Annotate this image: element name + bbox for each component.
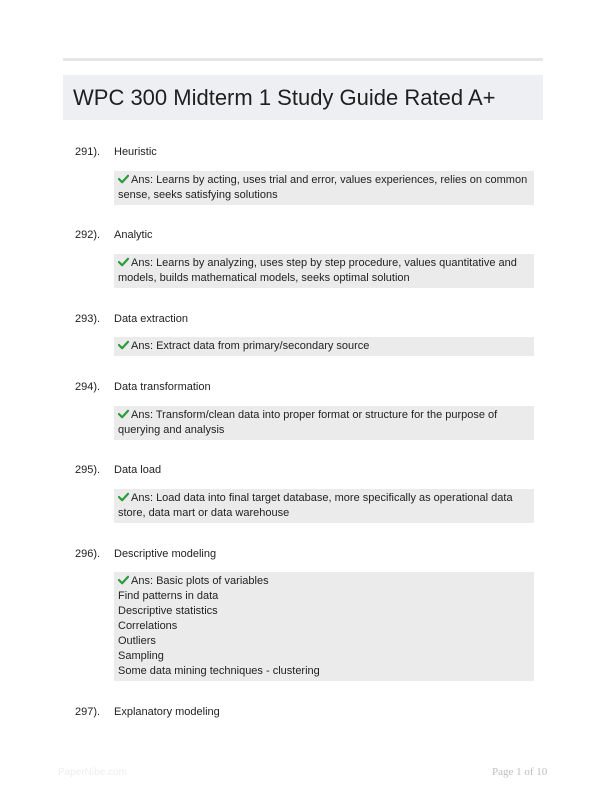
footer-watermark: PaperNibe.com	[58, 767, 127, 778]
answer-line	[118, 256, 530, 286]
question-number: 297).	[75, 706, 101, 718]
answer-text: Ans: Load data into final target database, more specifically as operational data store, data mart or data warehouse	[118, 492, 513, 519]
check-icon	[118, 409, 129, 419]
answer-box	[114, 254, 534, 288]
title-banner	[63, 75, 543, 120]
answer-box	[114, 171, 534, 205]
answer-text: Ans: Learns by acting, uses trial and error, values experiences, relies on common sense, seeks satisfying solutions	[118, 174, 528, 201]
question-number: 293).	[75, 313, 101, 325]
question-number: 296).	[75, 548, 101, 560]
answer-line: Correlations	[118, 620, 178, 632]
answer-line	[118, 574, 530, 589]
question-number: 294).	[75, 381, 101, 393]
question-text: Data transformation	[114, 381, 211, 393]
answer-line: Outliers	[118, 635, 156, 647]
answer-line	[118, 491, 530, 521]
answer-box	[114, 337, 534, 356]
answer-text: Ans: Extract data from primary/secondary source	[131, 340, 370, 352]
question-text: Analytic	[114, 229, 153, 241]
question-text: Heuristic	[114, 146, 157, 158]
answer-line: Find patterns in data	[118, 590, 219, 602]
check-icon	[118, 257, 129, 267]
answer-box	[114, 406, 534, 440]
check-icon	[118, 492, 129, 502]
top-divider	[63, 58, 543, 61]
question-number: 295).	[75, 464, 101, 476]
question-text: Data extraction	[114, 313, 188, 325]
answer-line	[118, 408, 530, 438]
question-text: Explanatory modeling	[114, 706, 220, 718]
page-indicator: Page 1 of 10	[492, 766, 548, 778]
document-title: WPC 300 Midterm 1 Study Guide Rated A+	[73, 84, 496, 110]
answer-line: Sampling	[118, 650, 164, 662]
answer-text: Ans: Basic plots of variables	[131, 575, 269, 587]
question-number: 291).	[75, 146, 101, 158]
answer-line	[118, 173, 530, 203]
check-icon	[118, 174, 129, 184]
answer-line	[118, 339, 530, 354]
answer-line: Descriptive statistics	[118, 605, 218, 617]
answer-text: Ans: Learns by analyzing, uses step by step procedure, values quantitative and models, builds mathematical models, seeks optimal solution	[118, 257, 517, 284]
check-icon	[118, 340, 129, 350]
answer-line: Some data mining techniques - clustering	[118, 665, 320, 677]
question-text: Descriptive modeling	[114, 548, 217, 560]
question-text: Data load	[114, 464, 162, 476]
answer-box	[114, 572, 534, 681]
answer-box	[114, 489, 534, 523]
question-number: 292).	[75, 229, 101, 241]
check-icon	[118, 575, 129, 585]
answer-text: Ans: Transform/clean data into proper format or structure for the purpose of querying and analysis	[118, 409, 498, 436]
